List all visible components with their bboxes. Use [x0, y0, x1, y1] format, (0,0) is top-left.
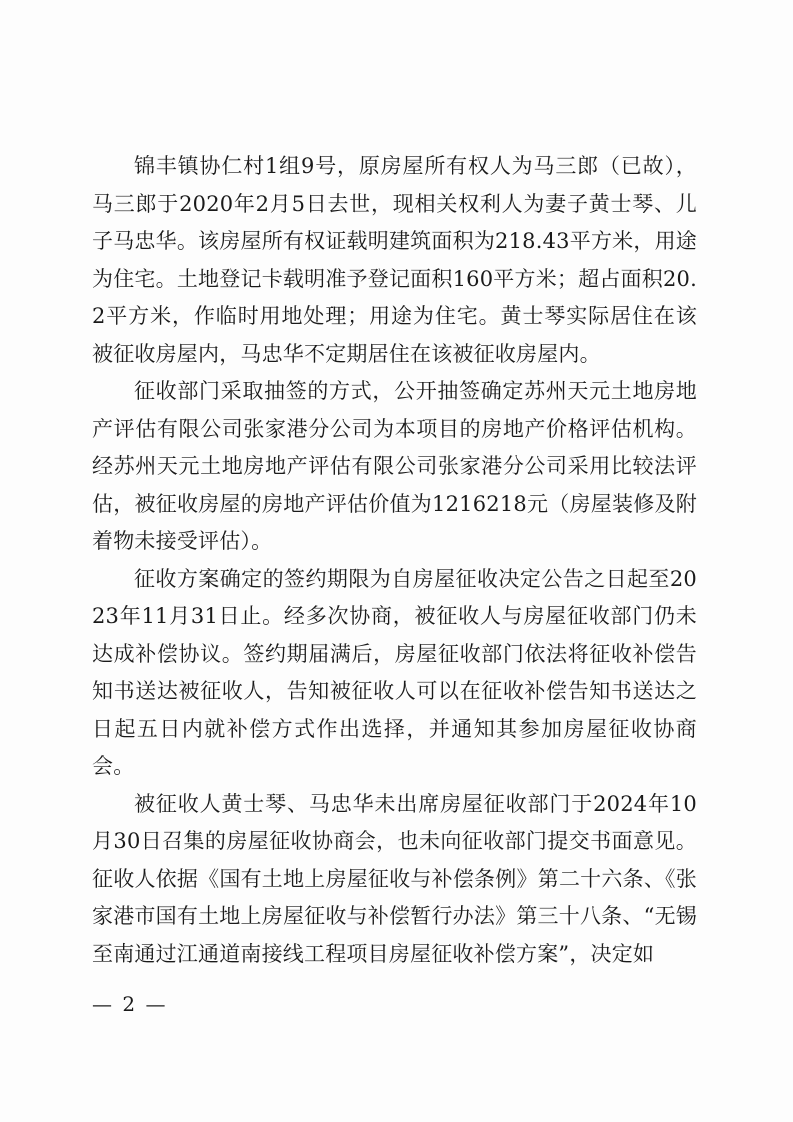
paragraph-signing-period: 征收方案确定的签约期限为自房屋征收决定公告之日起至2023年11月31日止。经多次协商，被征收人与房屋征收部门仍未达成补偿协议。签约期届满后，房屋征收部门依法将征收补偿告知书送达被征收人，告知被征收人可以在征收补偿告知书送达之日起五日内就补偿方式作出选择，并通知其参加房屋征收协商会。	[92, 566, 697, 778]
paragraph-property-owner: 锦丰镇协仁村1组9号，原房屋所有权人为马三郎（已故），马三郎于2020年2月5日去世，现相关权利人为妻子黄士琴、儿子马忠华。该房屋所有权证载明建筑面积为218.43平方米，用途为住宅。土地登记卡载明准予登记面积160平方米；超占面积20.2平方米，作临时用地处理；用途为住宅。黄士琴实际居住在该被征收房屋内，马忠华不定期居住在该被征收房屋内。	[92, 154, 697, 366]
page-number: — 2 —	[92, 992, 168, 1016]
document-body	[92, 148, 697, 973]
paragraph-appraisal: 征收部门采取抽签的方式，公开抽签确定苏州天元土地房地产评估有限公司张家港分公司为本项目的房地产价格评估机构。经苏州天元土地房地产评估有限公司张家港分公司采用比较法评估，被征收房屋的房地产评估价值为1216218元（房屋装修及附着物未接受评估）。	[92, 379, 697, 553]
paragraph-negotiation-meeting: 被征收人黄士琴、马忠华未出席房屋征收部门于2024年10月30日召集的房屋征收协商会，也未向征收部门提交书面意见。征收人依据《国有土地上房屋征收与补偿条例》第二十六条、《张家港市国有土地上房屋征收与补偿暂行办法》第三十八条、“无锡至南通过江通道南接线工程项目房屋征收补偿方案”，决定如	[92, 791, 697, 966]
